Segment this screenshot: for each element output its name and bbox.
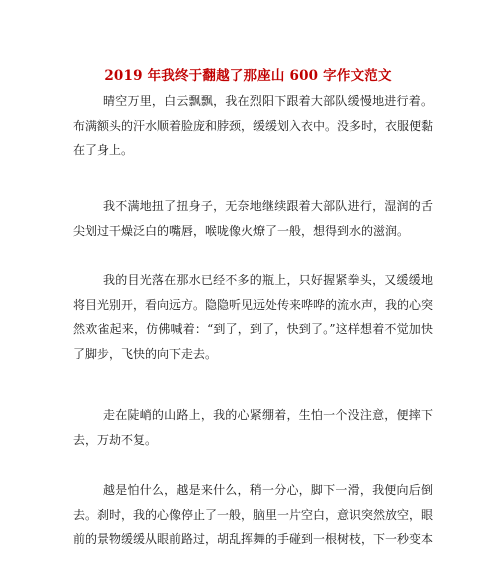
paragraph-5: 越是怕什么，越是来什么，稍一分心，脚下一滑，我便向后倒去。刹时，我的心像停止了一般，脑里一片空白，意识突然放空，眼前的景物缓缓从眼前路过，胡乱挥舞的手碰到一根树枝，下一秒变本 — [73, 483, 434, 546]
paragraph-2: 我不满地扭了扭身子，无奈地继续跟着大部队进行，湿润的舌尖划过干燥泛白的嘴唇，喉咙像火燎了一般，想得到水的滋润。 — [73, 199, 433, 238]
document-title: 2019 年我终于翻越了那座山 600 字作文范文 — [104, 68, 392, 84]
paragraph-1: 晴空万里，白云飘飘，我在烈阳下跟着大部队缓慢地进行着。布满额头的汗水顺着脸庞和脖颈，缓缓划入衣中。没多时，衣服便黏在了身上。 — [73, 94, 434, 157]
paragraph-3: 我的目光落在那水已经不多的瓶上，只好握紧拳头，又缓缓地将目光别开，看向远方。隐隐听见远处传来哗哗的流水声，我的心突然欢雀起来，仿佛喊着：“到了，到了，快到了。”这样想着不觉加快了脚步，飞快的向下走去。 — [73, 273, 434, 361]
paragraph-4: 走在陡峭的山路上，我的心紧绷着，生怕一个没注意，便摔下去，万劫不复。 — [73, 408, 433, 447]
